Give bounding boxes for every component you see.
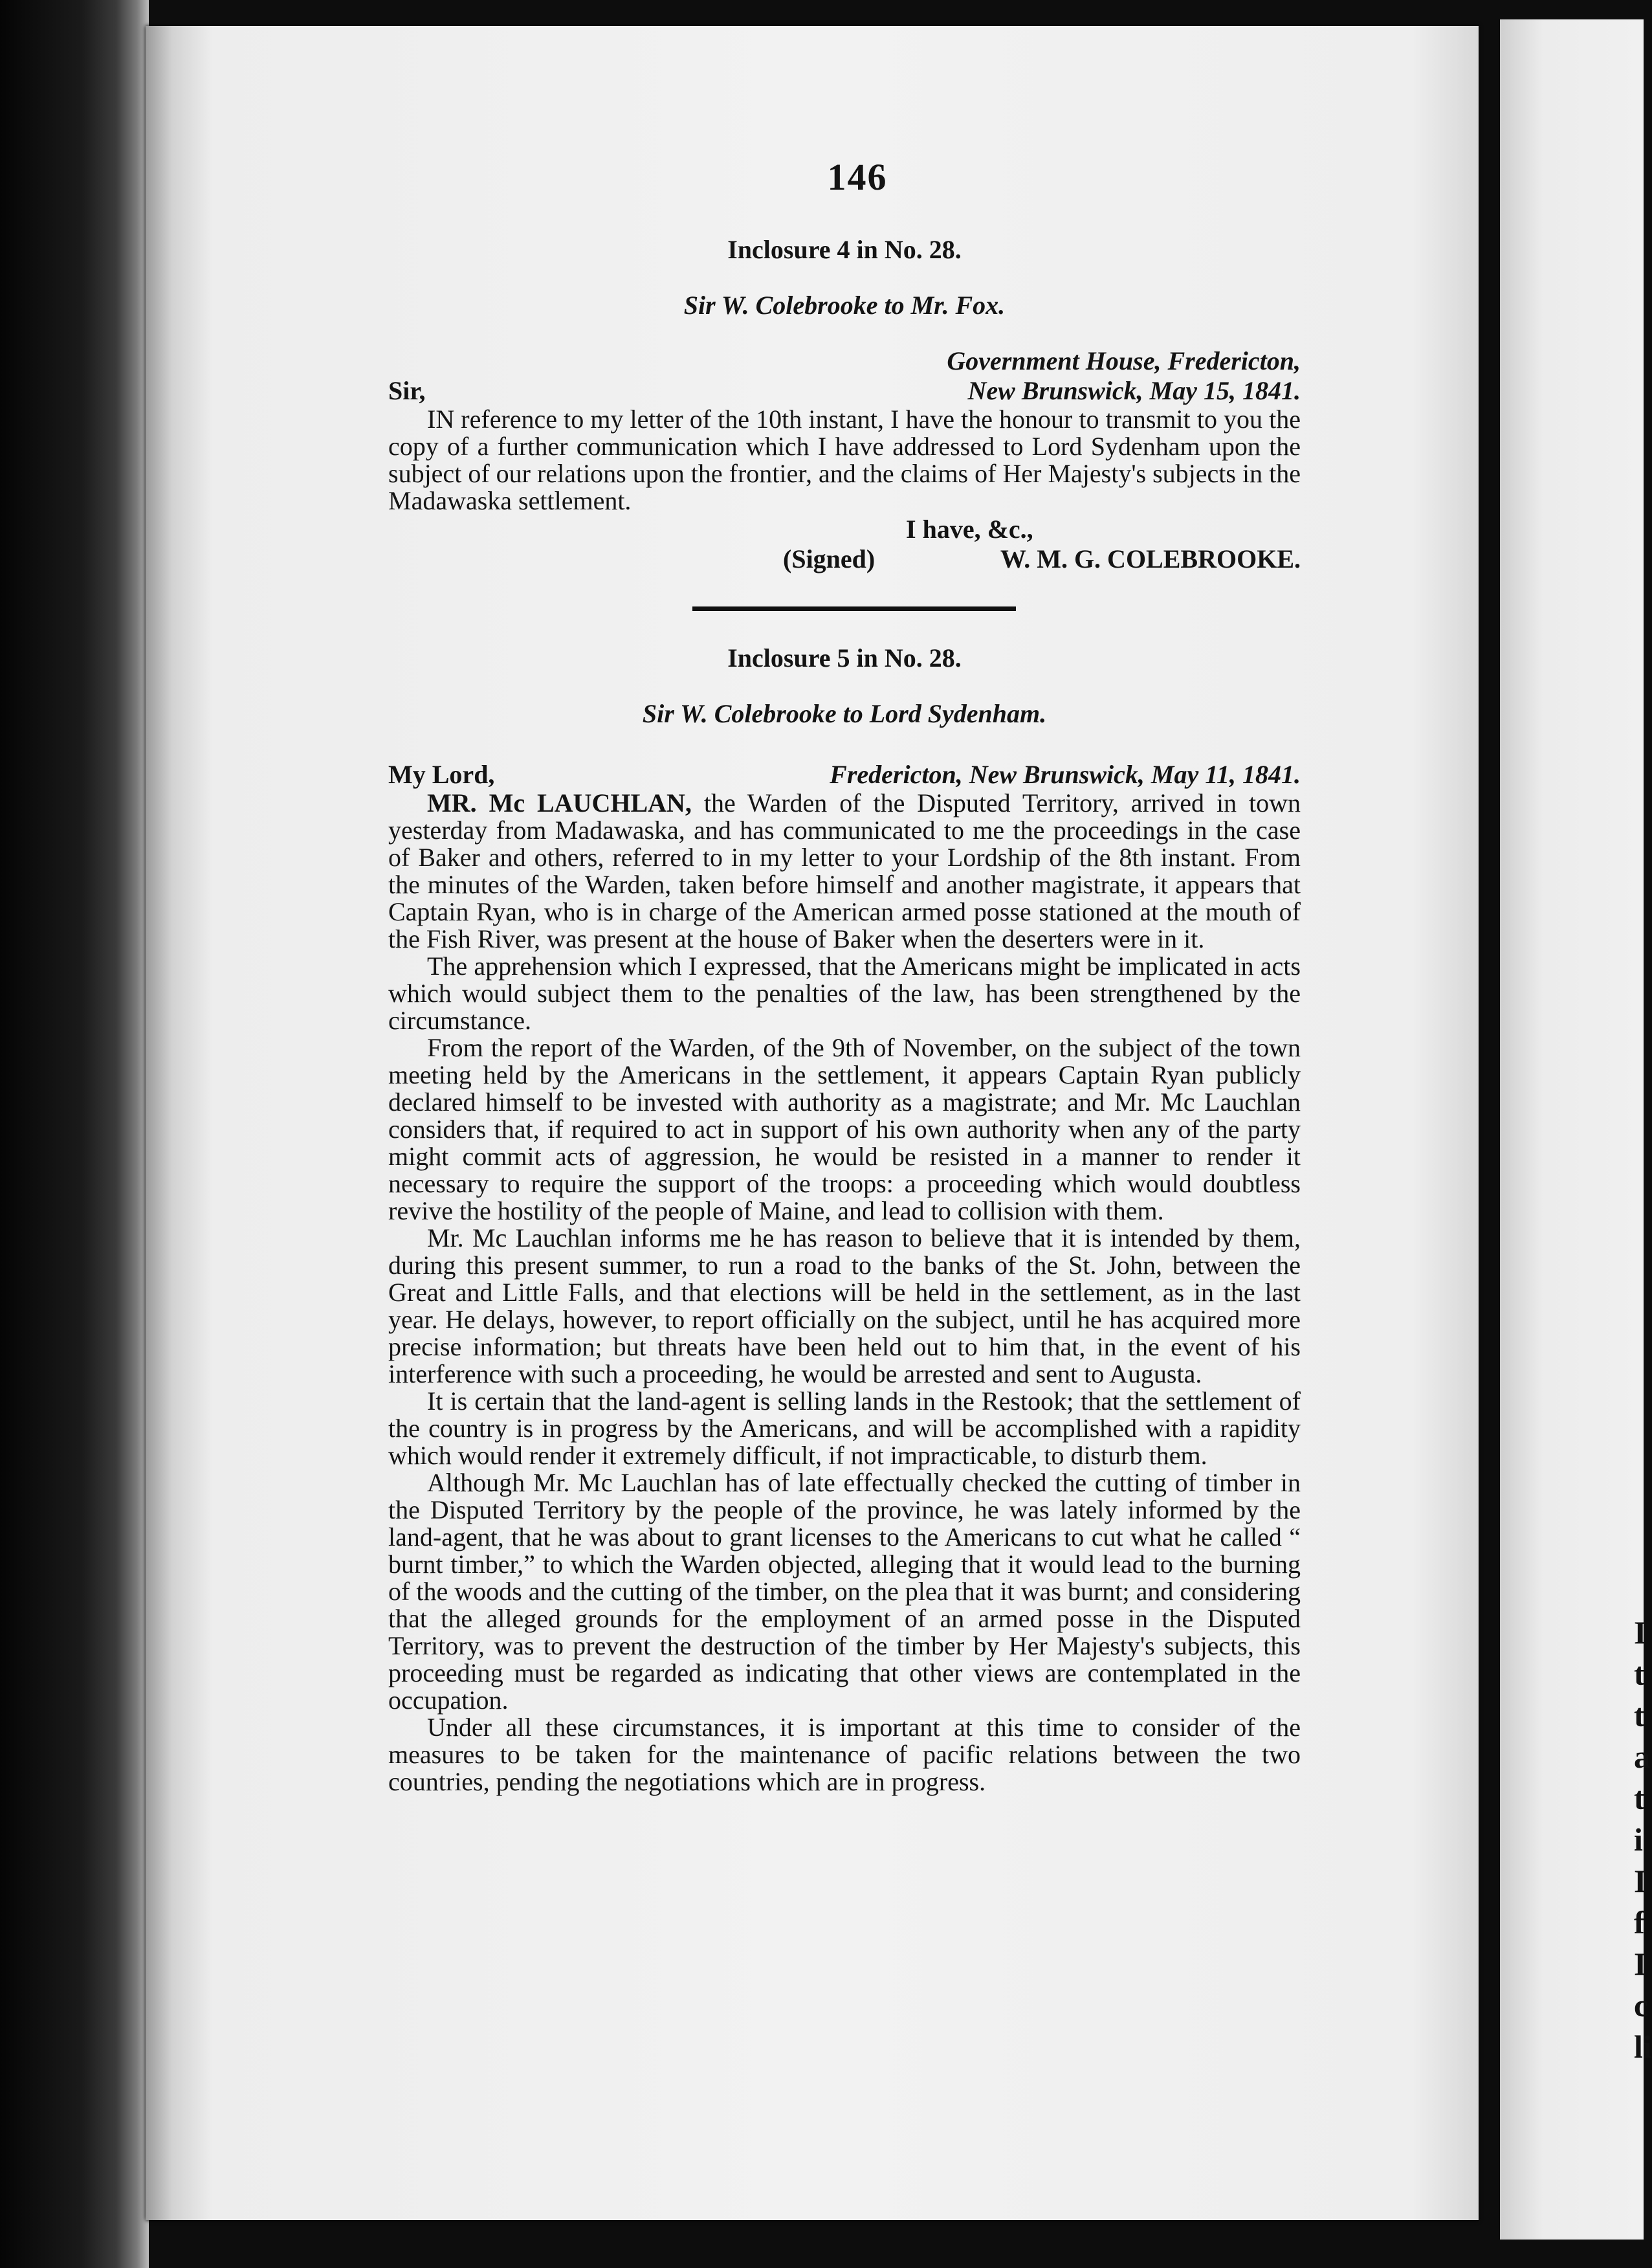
facing-letter: t	[1634, 1697, 1645, 1733]
book-binding-shadow	[0, 0, 149, 2268]
facing-letter: I	[1634, 1946, 1647, 1982]
inclosure5-place-date: Fredericton, New Brunswick, May 11, 1841.	[830, 760, 1301, 789]
inclosure5-paragraph-4: Mr. Mc Lauchlan informs me he has reason to believe that it is intended by them, during this present summer, to run a road to the banks of the St. John, between the Great and Little Falls, and that elections will be held in the settlement, as in the last year. He delays, however, to report officially on the subject, until he has acquired more precise information; but threats have been held out to him that, in the event of his interference with such a proceeding, he would be arrested and sent to Augusta.	[388, 1223, 1301, 1388]
facing-letter: t	[1634, 1656, 1645, 1692]
inclosure5-subheading: Sir W. Colebrooke to Lord Sydenham.	[642, 699, 1047, 728]
inclosure4-salutation: Sir,	[388, 376, 426, 405]
closing-phrase: I have, &c.,	[906, 515, 1033, 544]
facing-letter: c	[1634, 1987, 1649, 2023]
facing-letter: I	[1634, 1614, 1647, 1651]
facing-letter: i	[1634, 1821, 1643, 1858]
inclosure5-paragraph-1	[388, 790, 1301, 953]
inclosure5-paragraph-6: Although Mr. Mc Lauchlan has of late effectually checked the cutting of timber in the Disputed Territory by the people of the province, he was lately informed by the land-agent, that he was about to grant licenses to the Americans to cut what he called “ burnt timber,” to which the Warden objected, alleging that it would lead to the burning of the woods and the cutting of the timber, on the plea that it was burnt; and considering that the alleged grounds for the employment of an armed posse in the Disputed Territory, was to prevent the destruction of the timber by Her Majesty's subjects, this proceeding must be regarded as indicating that other views are contemplated in the occupation.	[388, 1468, 1301, 1715]
inclosure5-paragraph-3: From the report of the Warden, of the 9th of November, on the subject of the town meeting held by the Americans in the settlement, it appears Captain Ryan publicly declared himself to be invested with authority as a magistrate; and Mr. Mc Lauchlan considers that, if required to act in support of his own authority when any of the party might commit acts of aggression, he would be resisted in a manner to render it necessary to require the support of the troops: a proceeding which would doubtless revive the hostility of the people of Maine, and lead to collision with them.	[388, 1033, 1301, 1225]
paragraph-lead: MR. Mc LAUCHLAN,	[427, 788, 692, 817]
inclosure5-paragraph-7: Under all these circumstances, it is important at this time to consider of the measures to be taken for the maintenance of pacific relations between the two countries, pending the negotiations which are in progress.	[388, 1713, 1301, 1796]
facing-letter: a	[1634, 1739, 1650, 1775]
facing-page-edge	[1500, 19, 1644, 2240]
page-number: 146	[827, 156, 888, 198]
signed-label: (Signed)	[783, 544, 876, 573]
signature-row	[388, 544, 1301, 574]
inclosure5-paragraph-5: It is certain that the land-agent is selling lands in the Restook; that the settlement of the country is in progress by the Americans, and will be accomplished with a rapidity which would render it extremely difficult, if not impracticable, to disturb them.	[388, 1386, 1301, 1470]
paragraph-text: the Warden of the Disputed Territory, arrived in town yesterday from Madawaska, and has communicated to me the proceedings in the case of Baker and others, referred to in my letter to your Lordship of the 8th instant. From the minutes of the Warden, taken before himself and another magistrate, it appears that Captain Ryan, who is in charge of the American armed posse stationed at the mouth of the Fish River, was present at the house of Baker when the deserters were in it.	[388, 788, 1301, 953]
inclosure4-heading: Inclosure 4 in No. 28.	[727, 235, 962, 264]
facing-letter: I	[1634, 1863, 1647, 1899]
inclosure4-body: IN reference to my letter of the 10th instant, I have the honour to transmit to you the copy of a further communication which I have addressed to Lord Sydenham upon the subject of our relations upon the frontier, and the claims of Her Majesty's subjects in the Madawaska settlement.	[388, 405, 1301, 515]
inclosure5-salutation-row	[388, 760, 1301, 790]
inclosure5-salutation: My Lord,	[388, 760, 495, 789]
section-divider	[692, 606, 1016, 611]
inclosure5-paragraph-2: The apprehension which I expressed, that the Americans might be implicated in acts which would subject them to the penalties of the law, has been strengthened by the circumstance.	[388, 951, 1301, 1035]
facing-page-letters	[1634, 1612, 1652, 2067]
inclosure5-heading: Inclosure 5 in No. 28.	[727, 643, 962, 673]
facing-letter: f	[1634, 1904, 1645, 1940]
inclosure4-closing	[388, 515, 1301, 574]
inclosure4-place-date: New Brunswick, May 15, 1841.	[967, 376, 1301, 405]
facing-letter: t	[1634, 1780, 1645, 1816]
inclosure4-place-line: Government House, Fredericton,	[947, 346, 1301, 375]
inclosure4-subheading: Sir W. Colebrooke to Mr. Fox.	[683, 291, 1006, 320]
signature: W. M. G. COLEBROOKE.	[1000, 544, 1301, 573]
facing-letter: li	[1634, 2029, 1652, 2065]
inclosure4-salutation-row	[388, 376, 1301, 406]
page-content	[388, 155, 1301, 1796]
